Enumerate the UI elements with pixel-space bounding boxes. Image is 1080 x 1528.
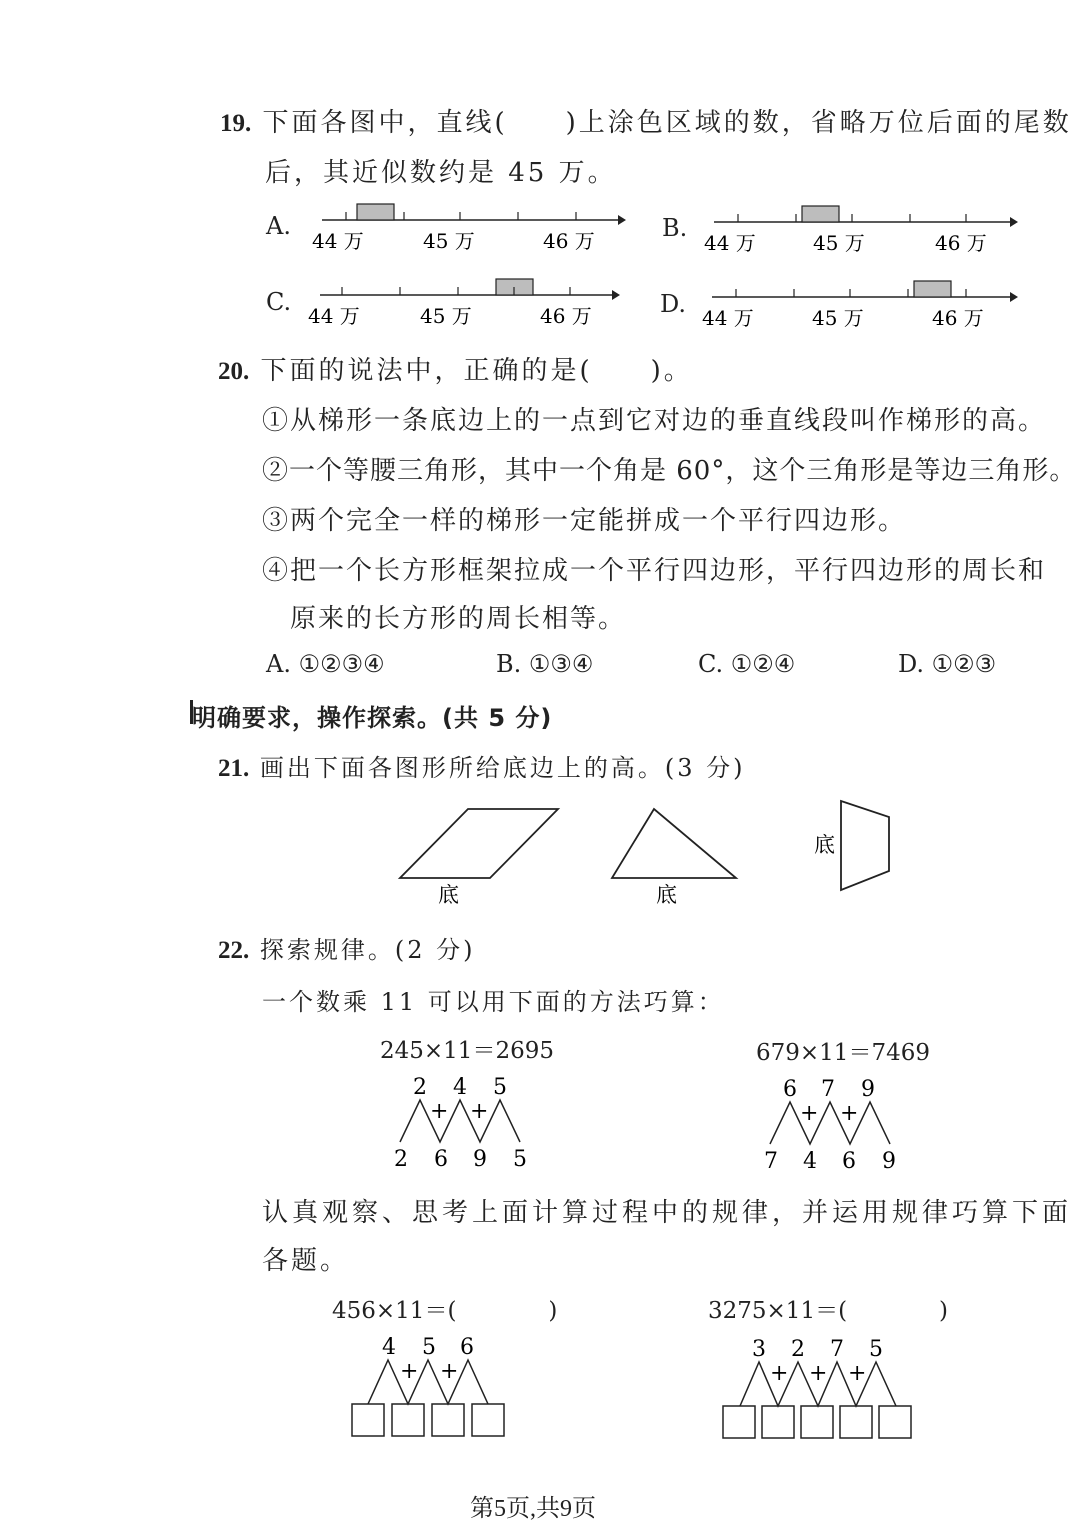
q19-option-d-letter[interactable]: D. — [660, 290, 687, 318]
q19-stem-line2: 后，其近似数约是 45 万。 — [265, 158, 617, 188]
q20-statement-3: ③两个完全一样的梯形一定能拼成一个平行四边形。 — [262, 506, 907, 536]
q20-choice-c[interactable]: C. ①②④ — [698, 650, 796, 678]
q19-option-a-numberline — [300, 198, 630, 258]
q21-number: 21. — [218, 755, 250, 782]
plus-sign: + — [430, 1099, 449, 1124]
connector-lines — [770, 1102, 890, 1144]
answer-box[interactable] — [472, 1404, 504, 1436]
q20-stem: 下面的说法中，正确的是( )。 — [260, 356, 693, 386]
answer-box[interactable] — [432, 1404, 464, 1436]
example2-diagram — [752, 1072, 922, 1177]
q22-number: 22. — [218, 937, 250, 964]
q20-statement-4-cont: 原来的长方形的周长相等。 — [290, 604, 627, 634]
digit: 5 — [422, 1335, 436, 1360]
q21-line — [218, 748, 746, 783]
triangle[interactable] — [612, 809, 736, 878]
parallelogram-base-label: 底 — [438, 883, 459, 907]
q19-option-c-letter[interactable]: C. — [266, 288, 292, 316]
tick-label: 46 万 — [543, 229, 595, 253]
q20-number: 20. — [218, 358, 250, 385]
exercise1-diagram — [344, 1332, 514, 1442]
digit: 7 — [821, 1077, 835, 1102]
digit: 6 — [460, 1335, 474, 1360]
example1-diagram — [380, 1070, 550, 1175]
plus-sign: + — [800, 1101, 819, 1126]
answer-box[interactable] — [840, 1406, 872, 1438]
connector-lines — [400, 1100, 520, 1142]
digit: 2 — [394, 1147, 408, 1172]
plus-sign: + — [400, 1359, 419, 1384]
tick-label: 44 万 — [702, 306, 754, 330]
tick-label: 45 万 — [812, 306, 864, 330]
tick-label: 45 万 — [423, 229, 475, 253]
digit: 4 — [382, 1335, 396, 1360]
tick-label: 44 万 — [308, 304, 360, 328]
q19-option-c-numberline — [298, 273, 628, 333]
q20-statement-1: ①从梯形一条底边上的一点到它对边的垂直线段叫作梯形的高。 — [262, 406, 1047, 436]
q19-option-b-numberline — [692, 200, 1022, 260]
q22-instruction-line1: 认真观察、思考上面计算过程中的规律，并运用规律巧算下面 — [262, 1198, 1073, 1228]
q20-choice-b[interactable]: B. ①③④ — [496, 650, 594, 678]
example2-equation: 679×11＝7469 — [756, 1040, 930, 1066]
tick-label: 45 万 — [420, 304, 472, 328]
q19-number: 19. — [220, 110, 252, 137]
digit: 2 — [791, 1337, 805, 1362]
q19-option-b-letter[interactable]: B. — [662, 214, 688, 242]
shaded-region — [802, 206, 839, 222]
digit: 9 — [473, 1147, 487, 1172]
axis-arrow — [618, 215, 626, 225]
q19-option-a-letter[interactable]: A. — [266, 212, 291, 240]
digit: 6 — [842, 1149, 856, 1174]
answer-box[interactable] — [762, 1406, 794, 1438]
tick-label: 46 万 — [935, 231, 987, 255]
answer-box[interactable] — [352, 1404, 384, 1436]
connector-lines — [368, 1360, 488, 1404]
digit: 3 — [752, 1337, 766, 1362]
plus-sign: + — [440, 1359, 459, 1384]
plus-sign: + — [770, 1361, 789, 1386]
q22-stem: 探索规律。(2 分) — [259, 936, 476, 964]
q20-statement-4: ④把一个长方形框架拉成一个平行四边形，平行四边形的周长和 — [262, 556, 1047, 586]
exercise1-equation: 456×11＝( ) — [332, 1298, 558, 1324]
digit: 2 — [413, 1075, 427, 1100]
tick-label: 46 万 — [540, 304, 592, 328]
shaded-region — [914, 281, 951, 297]
digit: 5 — [493, 1075, 507, 1100]
answer-box[interactable] — [801, 1406, 833, 1438]
q19-option-d-numberline — [692, 275, 1022, 335]
triangle-base-label: 底 — [656, 883, 677, 907]
trapezoid-base-label: 底 — [814, 833, 835, 857]
q21-shapes — [390, 795, 910, 915]
plus-sign: + — [848, 1361, 867, 1386]
digit: 4 — [803, 1149, 817, 1174]
example1-equation: 245×11＝2695 — [380, 1038, 554, 1064]
digit: 6 — [434, 1147, 448, 1172]
plus-sign: + — [470, 1099, 489, 1124]
tick-label: 46 万 — [932, 306, 984, 330]
parallelogram[interactable] — [400, 809, 558, 878]
tick-label: 44 万 — [704, 231, 756, 255]
digit: 5 — [513, 1147, 527, 1172]
answer-box[interactable] — [723, 1406, 755, 1438]
q20-choice-a[interactable]: A. ①②③④ — [266, 650, 385, 678]
q19-stem-line1: 下面各图中，直线( )上涂色区域的数，省略万位后面的尾数 — [262, 108, 1072, 138]
q22-line — [218, 930, 476, 965]
digit: 5 — [869, 1337, 883, 1362]
q22-intro: 一个数乘 11 可以用下面的方法巧算： — [262, 988, 725, 1016]
page-footer: 第5页,共9页 — [470, 1496, 596, 1522]
q20-statement-2: ②一个等腰三角形，其中一个角是 60°，这个三角形是等边三角形。 — [262, 456, 1077, 486]
tick-label: 45 万 — [813, 231, 865, 255]
tick-label: 44 万 — [312, 229, 364, 253]
q20-choice-d[interactable]: D. ①②③ — [898, 650, 997, 678]
plus-sign: + — [809, 1361, 828, 1386]
answer-box[interactable] — [879, 1406, 911, 1438]
section-title: 明确要求，操作探索。(共 5 分) — [192, 704, 553, 732]
digit: 7 — [830, 1337, 844, 1362]
q21-stem: 画出下面各图形所给底边上的高。(3 分) — [259, 754, 746, 782]
digit: 6 — [783, 1077, 797, 1102]
plus-sign: + — [840, 1101, 859, 1126]
digit: 4 — [453, 1075, 467, 1100]
answer-box[interactable] — [392, 1404, 424, 1436]
digit: 7 — [764, 1149, 778, 1174]
exercise2-diagram — [718, 1334, 928, 1444]
q19-line1 — [220, 102, 1072, 139]
q20-line — [218, 350, 693, 387]
q22-instruction-line2: 各题。 — [262, 1246, 350, 1276]
exercise2-equation: 3275×11＝( ) — [708, 1298, 949, 1324]
digit: 9 — [882, 1149, 896, 1174]
shaded-region — [357, 204, 394, 220]
trapezoid[interactable] — [841, 801, 889, 890]
digit: 9 — [861, 1077, 875, 1102]
